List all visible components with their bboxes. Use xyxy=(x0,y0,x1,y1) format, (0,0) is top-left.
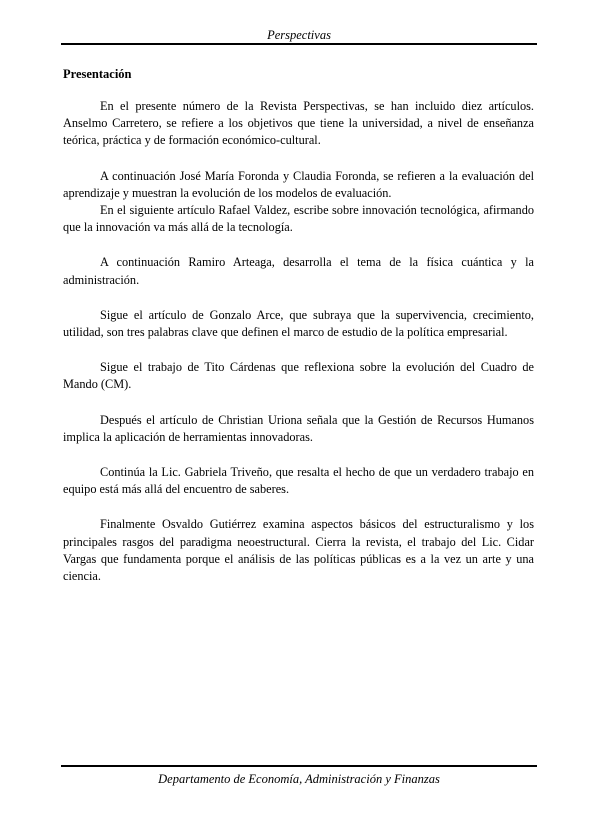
paragraph-cardenas: Sigue el trabajo de Tito Cárdenas que reflexiona sobre la evolución del Cuadro de Mando (CM). xyxy=(63,360,534,392)
document-body xyxy=(63,98,534,585)
header-rule xyxy=(61,43,537,45)
paragraph-triveno: Continúa la Lic. Gabriela Triveño, que resalta el hecho de que un verdadero trabajo en equipo está más allá del encuentro de saberes. xyxy=(63,465,534,497)
running-footer: Departamento de Economía, Administración y Finanzas xyxy=(158,772,440,786)
paragraph-gutierrez: Finalmente Osvaldo Gutiérrez examina aspectos básicos del estructuralismo y los principales rasgos del paradigma neoestructural. Cierra la revista, el trabajo del Lic. Cidar Vargas que fundamenta porque el análisis de las políticas públicas es a la vez un arte y una ciencia. xyxy=(63,517,534,584)
paragraph-uriona: Después el artículo de Christian Uriona señala que la Gestión de Recursos Humanos implica la aplicación de herramientas innovadoras. xyxy=(63,412,534,444)
paragraph-foronda: A continuación José María Foronda y Claudia Foronda, se refieren a la evaluación del aprendizaje y muestran la evolución de los modelos de evaluación. xyxy=(63,168,534,200)
paragraph-valdez: En el siguiente artículo Rafael Valdez, escribe sobre innovación tecnológica, afirmando que la innovación va más allá de la tecnología. xyxy=(63,203,534,235)
paragraph-arce: Sigue el artículo de Gonzalo Arce, que subraya que la supervivencia, crecimiento, utilidad, son tres palabras clave que definen el marco de estudio de la política empresarial. xyxy=(63,307,534,340)
paragraph-intro: En el presente número de la Revista Perspectivas, se han incluido diez artículos. Anselmo Carretero, se refiere a los objetivos que tiene la universidad, a nivel de enseñanza teórica, práctica y de formación económico-cultural. xyxy=(63,99,534,148)
paragraph-arteaga: A continuación Ramiro Arteaga, desarrolla el tema de la física cuántica y la administración. xyxy=(63,255,534,287)
running-header: Perspectivas xyxy=(267,28,331,42)
section-heading: Presentación xyxy=(63,67,132,81)
footer-rule xyxy=(61,765,537,767)
